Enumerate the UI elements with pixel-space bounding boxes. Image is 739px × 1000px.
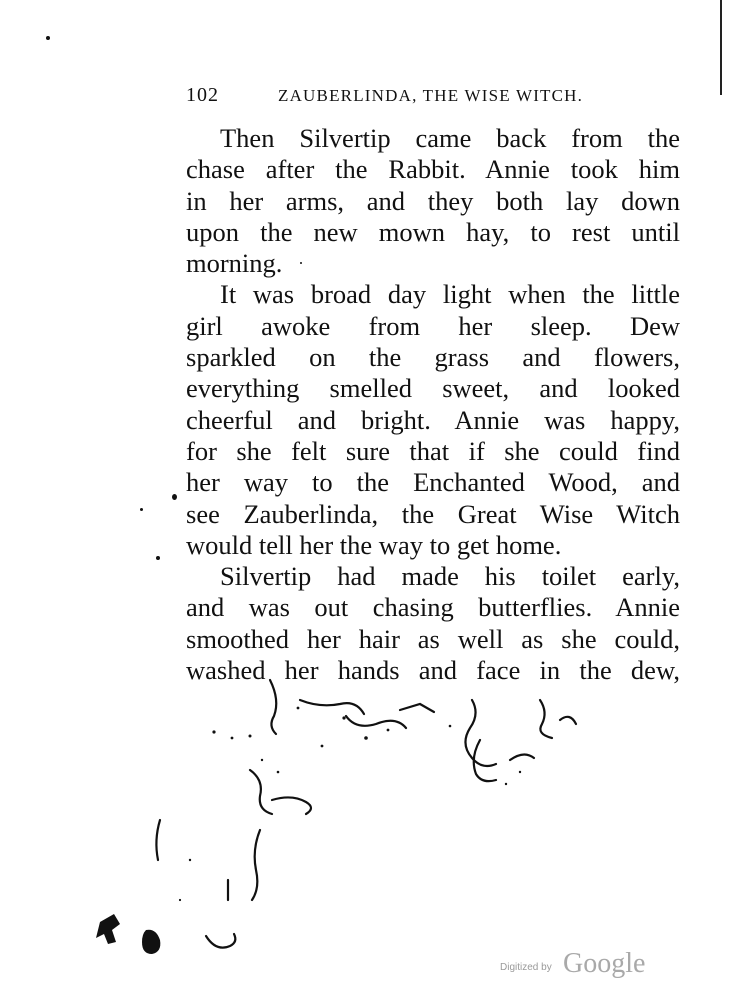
ink-speck [156,556,160,560]
digitized-watermark [500,950,660,984]
watermark-prefix: Digitized by [500,962,552,973]
text-line: cheerful and bright. Annie was happy, [186,404,680,435]
ink-speck [140,508,143,511]
text-line: for she felt sure that if she could find [186,435,680,466]
text-line: chase after the Rabbit. Annie took him [186,154,680,185]
page-header [186,84,680,112]
running-head: ZAUBERLINDA, THE WISE WITCH. [278,86,584,105]
google-logo: Google [563,948,646,979]
text-line: washed her hands and face in the dew, [186,655,680,686]
text-line: see Zauberlinda, the Great Wise Witch [186,498,680,529]
text-line: morning. [186,248,283,279]
ink-speck [172,494,177,500]
text-line: upon the new mown hay, to rest until [186,216,680,247]
text-line: girl awoke from her sleep. Dew [186,310,680,341]
text-line: Then Silvertip came back from the [220,123,680,153]
body-text [186,123,680,686]
ink-speck [46,36,50,40]
text-line: her way to the Enchanted Wood, and [186,467,680,498]
text-line: everything smelled sweet, and looked [186,373,680,404]
page-number: 102 [186,84,219,106]
text-line: Silvertip had made his toilet early, [220,561,680,592]
text-line: smoothed her hair as well as she could, [186,623,680,654]
text-line: in her arms, and they both lay down [186,185,680,216]
text-line: would tell her the way to get home. [186,529,562,560]
text-line: and was out chasing butterflies. Annie [186,592,680,623]
text-line: sparkled on the grass and flowers, [186,342,680,373]
scan-margin-bar [720,0,722,95]
text-line: It was broad day light when the little [220,279,680,310]
